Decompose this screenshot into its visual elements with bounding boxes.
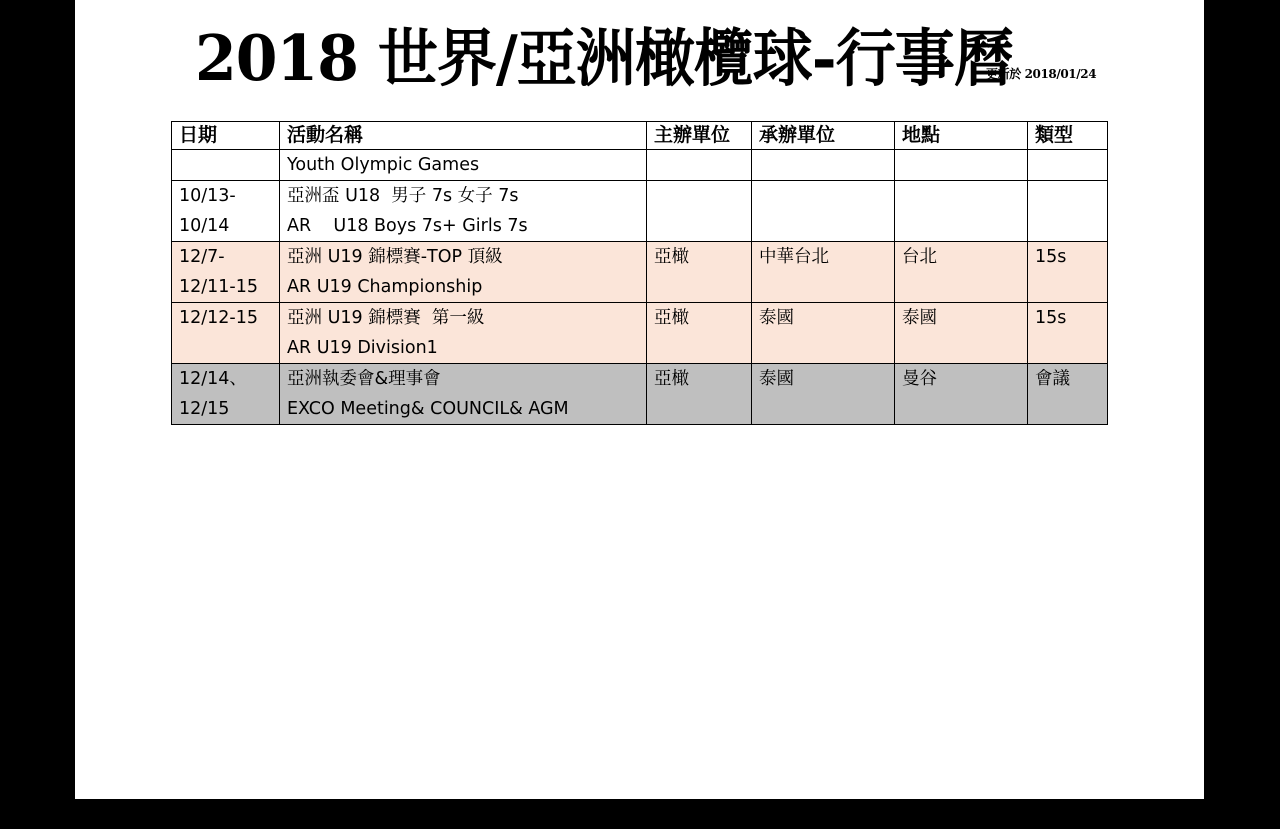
event-line: AR U19 Division1 [287,338,438,358]
document-page [75,0,1204,799]
header-date: 日期 [172,122,280,150]
event-line: AR U18 Boys 7s+ Girls 7s [287,216,528,236]
event-line: Youth Olympic Games [287,155,480,175]
page-title: 2018 世界/亞洲橄欖球-行事曆 [195,22,1013,96]
cell-type: 會議 [1028,364,1108,425]
header-organizer: 主辦單位 [647,122,752,150]
event-line: 亞洲 U19 錦標賽 第一級 [287,308,485,328]
date-line: 12/12-15 [179,308,259,328]
cell-type: 15s [1028,303,1108,364]
date-line: 10/14 [179,216,230,236]
table-row [172,181,1108,242]
cell-organizer [647,150,752,181]
table-row [172,303,1108,364]
cell-organizer: 亞橄 [647,303,752,364]
event-line: 亞洲 U19 錦標賽-TOP 頂級 [287,247,503,267]
date-line: 12/15 [179,399,230,419]
cell-date [172,242,280,303]
cell-host: 泰國 [752,364,895,425]
cell-organizer [647,181,752,242]
cell-host: 泰國 [752,303,895,364]
header-host: 承辦單位 [752,122,895,150]
cell-location [895,150,1028,181]
cell-host [752,181,895,242]
date-line: 12/7- [179,247,225,267]
cell-date [172,364,280,425]
cell-event [280,181,647,242]
title-row [195,24,1115,96]
cell-organizer: 亞橄 [647,364,752,425]
table-row [172,150,1108,181]
date-line: 12/11-15 [179,277,259,297]
updated-date: 更新於 2018/01/24 [986,67,1097,81]
event-line: AR U19 Championship [287,277,483,297]
cell-date [172,181,280,242]
header-location: 地點 [895,122,1028,150]
cell-event [280,303,647,364]
date-line: 10/13- [179,186,236,206]
header-type: 類型 [1028,122,1108,150]
cell-date [172,303,280,364]
header-event: 活動名稱 [280,122,647,150]
cell-location: 曼谷 [895,364,1028,425]
cell-host [752,150,895,181]
table-row [172,364,1108,425]
event-line: 亞洲執委會&理事會 [287,369,441,389]
event-line: EXCO Meeting& COUNCIL& AGM [287,399,569,419]
table-header-row [172,122,1108,150]
cell-location [895,181,1028,242]
date-line: 12/14、 [179,369,247,389]
cell-location: 泰國 [895,303,1028,364]
calendar-table [171,121,1108,425]
cell-type [1028,181,1108,242]
cell-type: 15s [1028,242,1108,303]
cell-event [280,242,647,303]
cell-organizer: 亞橄 [647,242,752,303]
cell-date [172,150,280,181]
cell-event [280,150,647,181]
cell-event [280,364,647,425]
cell-host: 中華台北 [752,242,895,303]
cell-type [1028,150,1108,181]
table-row [172,242,1108,303]
event-line: 亞洲盃 U18 男子 7s 女子 7s [287,186,519,206]
date-line [179,333,279,363]
cell-location: 台北 [895,242,1028,303]
